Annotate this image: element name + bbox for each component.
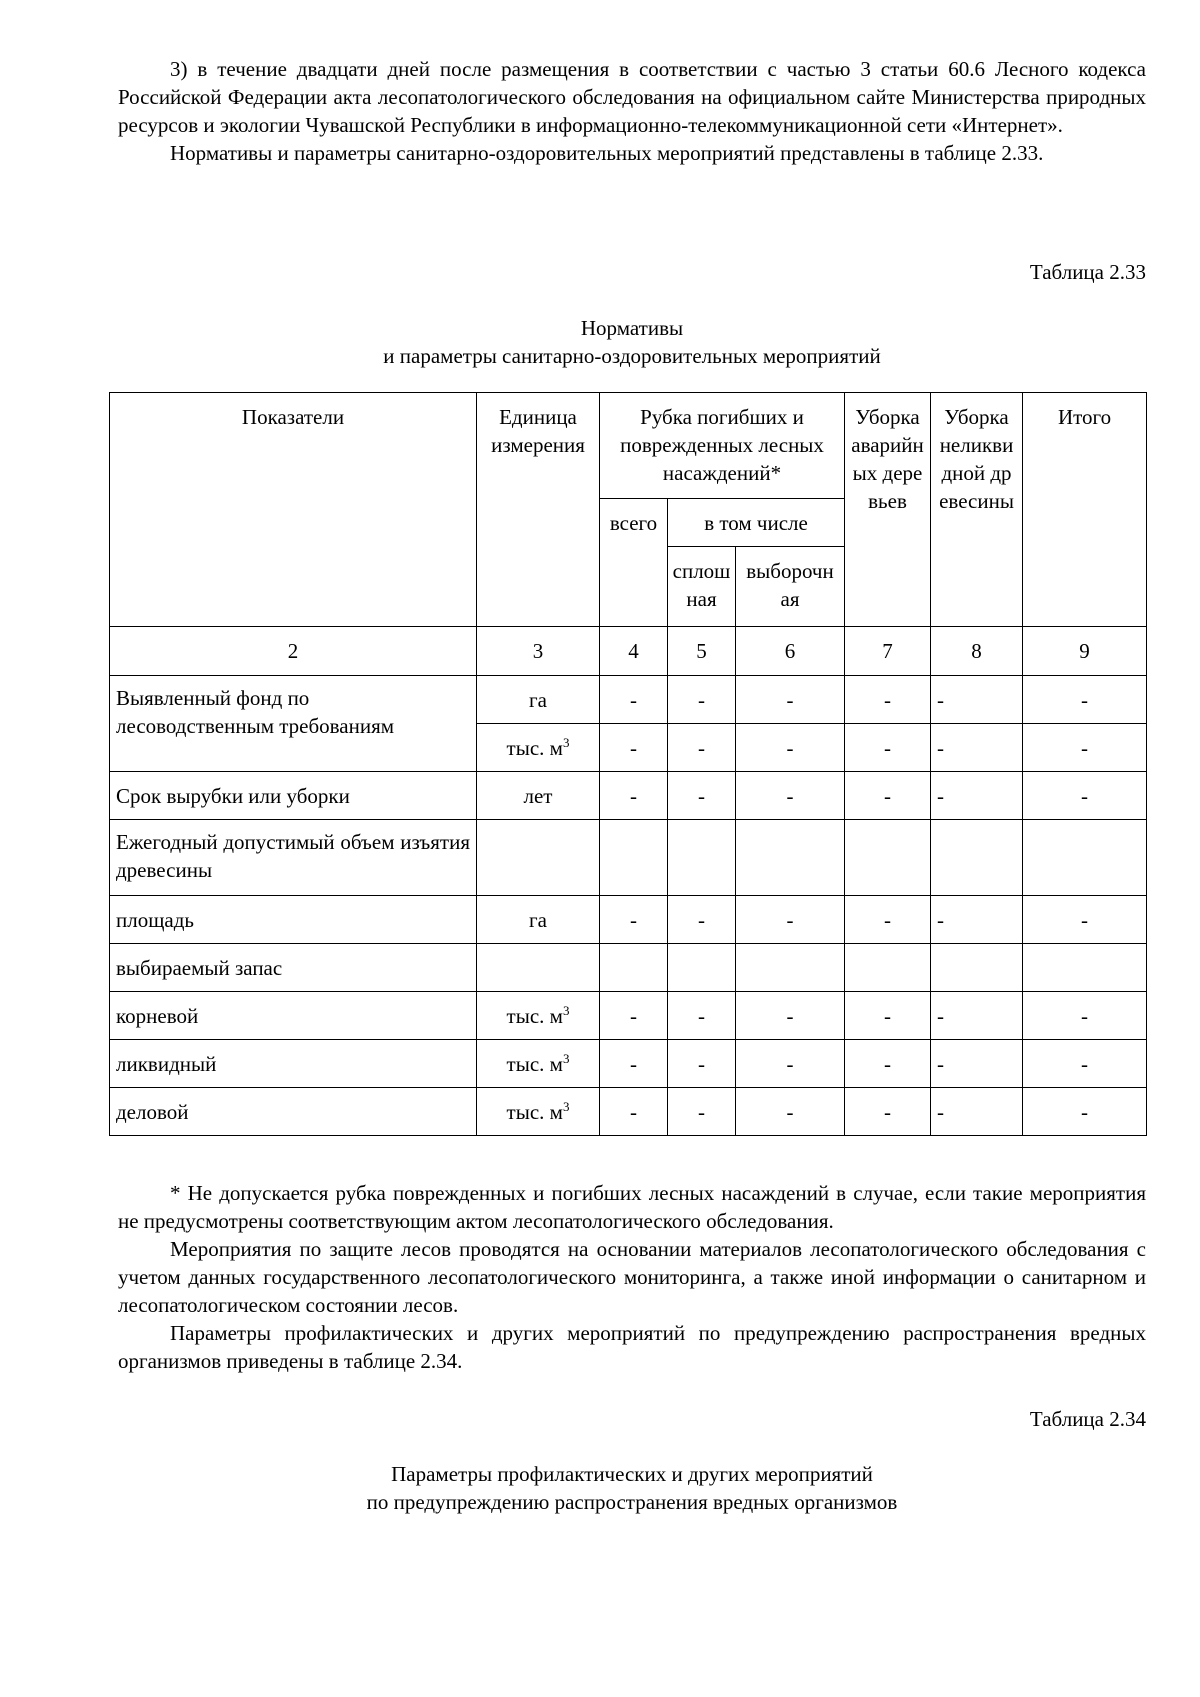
value-cell: -: [931, 992, 1023, 1040]
empty-cell: [600, 944, 668, 992]
unit-superscript: 3: [562, 1098, 570, 1114]
value-cell: -: [1023, 992, 1147, 1040]
table-row: [110, 772, 1147, 820]
unit-text: тыс. м: [506, 1003, 563, 1028]
value-cell: -: [931, 1040, 1023, 1088]
unit-cell: [477, 724, 600, 772]
unit-superscript: 3: [562, 1002, 570, 1018]
empty-cell: [931, 820, 1023, 896]
value-cell: -: [668, 772, 736, 820]
header-total-all: всего: [600, 499, 668, 627]
header-including: в том числе: [668, 499, 845, 547]
unit-superscript: 3: [562, 1050, 570, 1066]
col-number: 4: [600, 627, 668, 676]
table-row: [110, 676, 1147, 724]
col-number: 5: [668, 627, 736, 676]
value-cell: -: [736, 992, 845, 1040]
empty-cell: [845, 820, 931, 896]
table-233-title-line2: и параметры санитарно-оздоровительных мероприятий: [383, 344, 881, 368]
value-cell: -: [668, 724, 736, 772]
after-table-section: [118, 1179, 1146, 1375]
value-cell: -: [845, 896, 931, 944]
value-cell: -: [1023, 676, 1147, 724]
fund-label-line: Выявленный фонд по лесоводственным требованиям: [116, 686, 395, 738]
empty-cell: [845, 944, 931, 992]
row-label-area: площадь: [110, 896, 477, 944]
col-number: 7: [845, 627, 931, 676]
empty-cell: [736, 944, 845, 992]
unit-cell: га: [477, 896, 600, 944]
value-cell: -: [845, 772, 931, 820]
unit-text: тыс. м: [506, 735, 563, 760]
value-cell: -: [931, 1088, 1023, 1136]
value-cell: -: [600, 1088, 668, 1136]
empty-cell: [477, 944, 600, 992]
paragraph-parameters: Параметры профилактических и других мероприятий по предупреждению распространения вредных организмов приведены в таблице 2.34.: [118, 1321, 1146, 1373]
empty-cell: [1023, 820, 1147, 896]
unit-cell: [477, 1040, 600, 1088]
empty-cell: [600, 820, 668, 896]
column-numbers-row: [110, 627, 1147, 676]
value-cell: -: [845, 724, 931, 772]
table-233-title: [118, 314, 1146, 370]
table-233-label: Таблица 2.33: [1029, 260, 1146, 284]
table-row: [110, 820, 1147, 896]
table-233-title-line1: Нормативы: [580, 316, 684, 340]
value-cell: -: [668, 1040, 736, 1088]
col-number: 8: [931, 627, 1023, 676]
value-cell: -: [736, 676, 845, 724]
row-label-fund: [110, 676, 477, 772]
norms-table: [109, 392, 1147, 1136]
table-234-title-line2: по предупреждению распространения вредных организмов: [366, 1490, 898, 1514]
value-cell: -: [668, 676, 736, 724]
table-234-title-line1: Параметры профилактических и других мероприятий: [391, 1462, 873, 1486]
table-row: [110, 944, 1147, 992]
row-label-root: корневой: [110, 992, 477, 1040]
value-cell: -: [1023, 896, 1147, 944]
value-cell: -: [931, 896, 1023, 944]
value-cell: -: [600, 724, 668, 772]
header-felling: Рубка погибших и поврежденных лесных насаждений*: [600, 393, 845, 499]
value-cell: -: [845, 1040, 931, 1088]
intro-section: [118, 55, 1146, 167]
col-number: 3: [477, 627, 600, 676]
unit-cell: [477, 1088, 600, 1136]
value-cell: -: [931, 724, 1023, 772]
intro-paragraph-1: 3) в течение двадцати дней после размещения в соответствии с частью 3 статьи 60.6 Лесного кодекса Российской Федерации акта лесопатологического обследования на официальном сайте Министерства природных ресурсов и экологии Чувашской Республики в информационно-телекоммуникационной сети «Интернет».: [118, 57, 1146, 137]
row-label-annual: Ежегодный допустимый объем изъятия древесины: [110, 820, 477, 896]
table-row: [110, 1088, 1147, 1136]
header-emergency: Уборка аварийных деревьев: [845, 393, 931, 627]
col-number: 2: [110, 627, 477, 676]
empty-cell: [668, 820, 736, 896]
unit-superscript: 3: [562, 734, 570, 750]
value-cell: -: [600, 992, 668, 1040]
unit-cell: га: [477, 676, 600, 724]
value-cell: -: [668, 1088, 736, 1136]
value-cell: -: [845, 1088, 931, 1136]
header-total: Итого: [1023, 393, 1147, 627]
value-cell: -: [736, 772, 845, 820]
col-number: 9: [1023, 627, 1147, 676]
value-cell: -: [845, 992, 931, 1040]
value-cell: -: [600, 772, 668, 820]
unit-cell: лет: [477, 772, 600, 820]
empty-cell: [931, 944, 1023, 992]
value-cell: -: [736, 896, 845, 944]
value-cell: -: [1023, 1040, 1147, 1088]
paragraph-protection: Мероприятия по защите лесов проводятся на основании материалов лесопатологического обследования с учетом данных государственного лесопатологического мониторинга, а также иной информации о санитарном и лесопатологическом состоянии лесов.: [118, 1237, 1146, 1317]
value-cell: -: [1023, 772, 1147, 820]
header-unit: Единица измерения: [477, 393, 600, 627]
empty-cell: [477, 820, 600, 896]
value-cell: -: [668, 896, 736, 944]
row-label-liquid: ликвидный: [110, 1040, 477, 1088]
value-cell: -: [1023, 724, 1147, 772]
unit-text: тыс. м: [506, 1099, 563, 1124]
value-cell: -: [668, 992, 736, 1040]
header-selective: выборочная: [736, 547, 845, 627]
row-label-business: деловой: [110, 1088, 477, 1136]
value-cell: -: [931, 772, 1023, 820]
value-cell: -: [1023, 1088, 1147, 1136]
value-cell: -: [736, 1088, 845, 1136]
footnote: * Не допускается рубка поврежденных и погибших лесных насаждений в случае, если такие мероприятия не предусмотрены соответствующим актом лесопатологического обследования.: [118, 1181, 1146, 1233]
intro-paragraph-2: Нормативы и параметры санитарно-оздоровительных мероприятий представлены в таблице 2.33.: [170, 141, 1044, 165]
empty-cell: [736, 820, 845, 896]
row-label-stock: выбираемый запас: [110, 944, 477, 992]
table-234-label: Таблица 2.34: [1029, 1407, 1146, 1431]
value-cell: -: [736, 724, 845, 772]
row-label-fund-text: [116, 684, 470, 740]
row-label-term: Срок вырубки или уборки: [110, 772, 477, 820]
value-cell: -: [600, 896, 668, 944]
value-cell: -: [736, 1040, 845, 1088]
col-number: 6: [736, 627, 845, 676]
empty-cell: [668, 944, 736, 992]
table-row: [110, 992, 1147, 1040]
unit-text: тыс. м: [506, 1051, 563, 1076]
value-cell: -: [600, 676, 668, 724]
unit-cell: [477, 992, 600, 1040]
table-row: [110, 896, 1147, 944]
header-illiquid: Уборка неликвидной древесины: [931, 393, 1023, 627]
empty-cell: [1023, 944, 1147, 992]
table-234-title: [118, 1460, 1146, 1516]
header-clear: сплошная: [668, 547, 736, 627]
table-row: [110, 1040, 1147, 1088]
value-cell: -: [931, 676, 1023, 724]
header-indicators: Показатели: [110, 393, 477, 627]
value-cell: -: [845, 676, 931, 724]
value-cell: -: [600, 1040, 668, 1088]
